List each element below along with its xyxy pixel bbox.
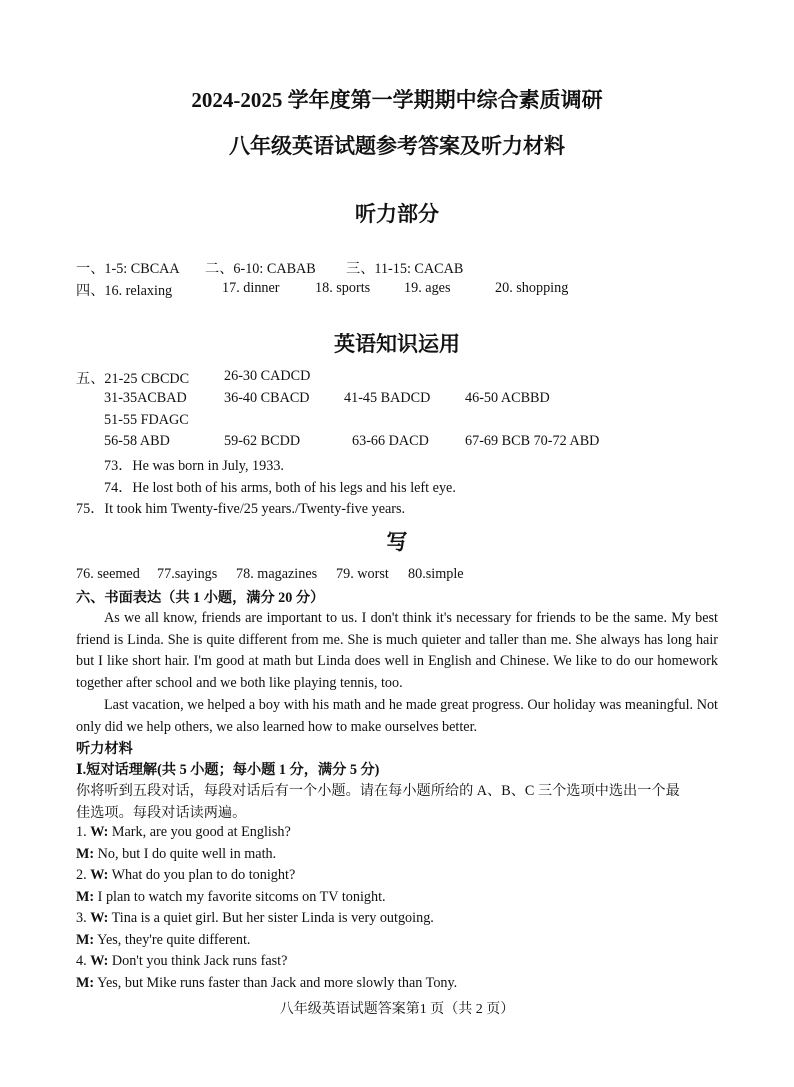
section-knowledge-heading: 英语知识运用: [334, 332, 460, 356]
dialogue-2-woman: 2. W: What do you plan to do tonight?: [76, 867, 296, 883]
section-writing-heading: 写: [386, 530, 408, 554]
answer-76: 76. seemed: [76, 566, 140, 582]
essay-heading: 六、书面表达（共 1 小题，满分 20 分）: [76, 590, 325, 606]
dialogue-1-man: M: No, but I do quite well in math.: [76, 846, 277, 862]
speaker-w: W:: [90, 824, 109, 840]
answer-19: 19. ages: [404, 280, 451, 296]
answer-56-58: 56-58 ABD: [104, 433, 170, 449]
dialogue-4-man: M: Yes, but Mike runs faster than Jack and more slowly than Tony.: [76, 975, 458, 991]
answer-31-35: 31-35ACBAD: [104, 390, 187, 406]
answer-line-3: 三、11-15: CACAB: [346, 261, 464, 277]
listening-material-heading: 听力材料: [76, 741, 133, 757]
answer-17: 17. dinner: [222, 280, 280, 296]
answer-51-55: 51-55 FDAGC: [104, 412, 189, 428]
answer-80: 80.simple: [408, 566, 464, 582]
answer-36-40: 36-40 CBACD: [224, 390, 310, 406]
speaker-w: W:: [90, 867, 109, 883]
dialogue-3-woman: 3. W: Tina is a quiet girl. But her sister Linda is very outgoing.: [76, 910, 434, 926]
answer-16: 四、16. relaxing: [76, 283, 173, 299]
answer-21-25: 五、21-25 CBCDC: [76, 371, 190, 387]
answer-46-50: 46-50 ACBBD: [465, 390, 550, 406]
speaker-m: M:: [76, 932, 95, 948]
speaker-w: W:: [90, 953, 109, 969]
answer-63-66: 63-66 DACD: [352, 433, 429, 449]
answer-18: 18. sports: [315, 280, 371, 296]
dialogue-2-man: M: I plan to watch my favorite sitcoms on TV tonight.: [76, 889, 386, 905]
answer-line-2: 二、6-10: CABAB: [205, 261, 316, 277]
answer-41-45: 41-45 BADCD: [344, 390, 431, 406]
answer-74: 74．He lost both of his arms, both of his legs and his left eye.: [104, 480, 456, 496]
dialogue-3-man: M: Yes, they're quite different.: [76, 932, 251, 948]
answer-77: 77.sayings: [157, 566, 218, 582]
answer-75: 75．It took him Twenty-five/25 years./Twenty-five years.: [76, 501, 406, 517]
dialogue-4-woman: 4. W: Don't you think Jack runs fast?: [76, 953, 288, 969]
answer-59-62: 59-62 BCDD: [224, 433, 301, 449]
page-footer: 八年级英语试题答案第1 页（共 2 页）: [279, 1002, 515, 1017]
answer-26-30: 26-30 CADCD: [224, 368, 311, 384]
part1-heading: Ⅰ.短对话理解(共 5 小题；每小题 1 分，满分 5 分): [76, 762, 380, 778]
page-title: 2024-2025 学年度第一学期期中综合素质调研: [191, 88, 603, 112]
speaker-m: M:: [76, 889, 95, 905]
essay-paragraph-2: Last vacation, we helped a boy with his math and he made great progress. Our holiday was meaningful. Not only did we help others, we also learned how to make ourselves better.: [76, 697, 718, 735]
part1-instruction-1: 你将听到五段对话，每段对话后有一个小题。请在每小题所给的 A、B、C 三个选项中选出一个最: [76, 783, 680, 799]
answer-20: 20. shopping: [495, 280, 569, 296]
section-listening-heading: 听力部分: [355, 202, 439, 226]
answer-73: 73．He was born in July, 1933.: [104, 458, 284, 474]
essay-paragraph-1: As we all know, friends are important to us. I don't think it's necessary for friends to be the same. My best friend is Linda. She is quite different from me. She is much quieter and taller than me. She always has long hair but I like short hair. I'm good at math but Linda does well in English and Chinese. We like to do our homework together after school and we both like playing tennis, too.: [76, 610, 718, 691]
part1-instruction-2: 佳选项。每段对话读两遍。: [76, 805, 247, 821]
page-subtitle: 八年级英语试题参考答案及听力材料: [229, 134, 565, 158]
speaker-m: M:: [76, 846, 95, 862]
answer-line-1: 一、1-5: CBCAA: [76, 261, 180, 277]
speaker-w: W:: [90, 910, 109, 926]
speaker-m: M:: [76, 975, 95, 991]
answer-79: 79. worst: [336, 566, 389, 582]
answer-78: 78. magazines: [236, 566, 318, 582]
dialogue-1-woman: 1. W: Mark, are you good at English?: [76, 824, 291, 840]
answer-67-72: 67-69 BCB 70-72 ABD: [465, 433, 600, 449]
